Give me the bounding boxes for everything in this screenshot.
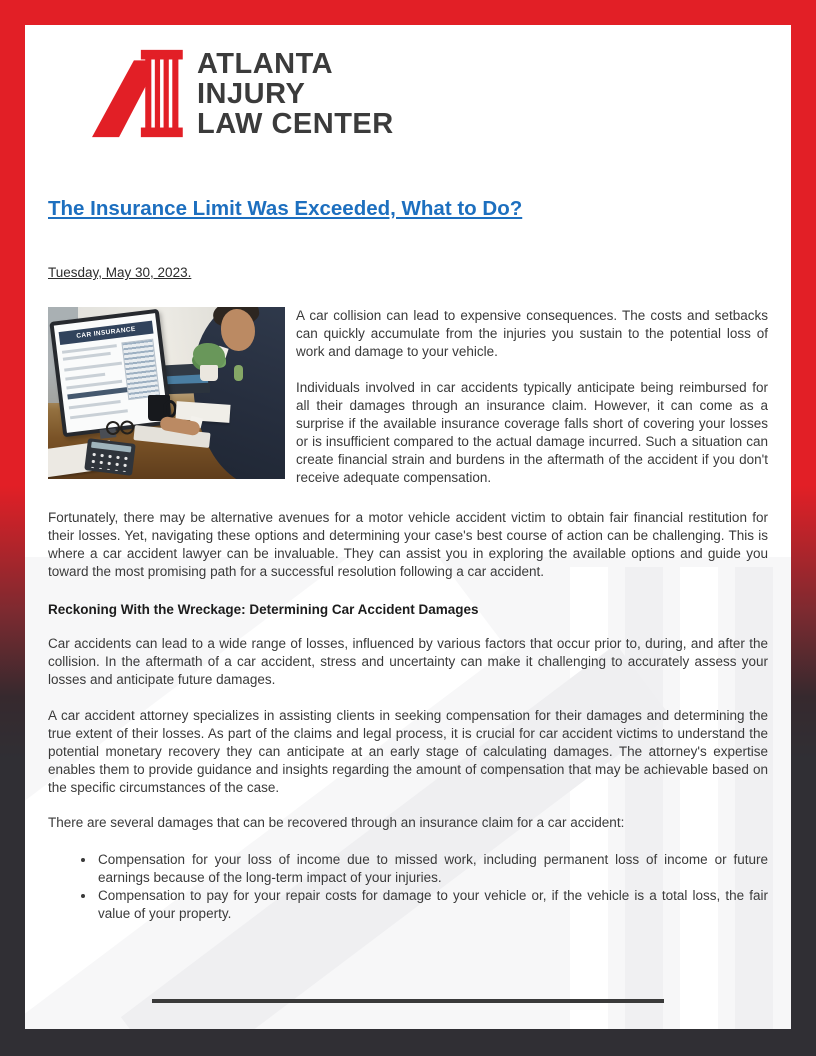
list-item: • Compensation for your loss of income due to missed work, including permanent loss of income or future earnings because of the long-term impact of your injuries. [96,851,768,887]
brand-logo-wordmark [197,49,394,139]
photo-screen-table [121,339,160,400]
paragraph-damages-intro: There are several damages that can be recovered through an insurance claim for a car accident: [48,815,625,830]
paragraph-intro-2: Individuals involved in car accidents typically anticipate being reimbursed for all their damages through an insurance claim. However, it can come as a surprise if the available insurance coverage falls short of covering your losses or is insufficient compared to the actual damage incurred. Such a situation can create financial strain and burdens in the aftermath of the accident if you don't receive adequate compensation. [296,380,768,485]
article-photo [48,307,285,479]
brand-line-1: ATLANTA [197,47,334,80]
photo-plant-pot [200,365,218,381]
article-content [25,25,791,1029]
photo-cactus [234,365,243,381]
photo-man-head [221,309,255,351]
brand-line-3: LAW CENTER [197,107,394,140]
photo-calculator [84,438,136,476]
brand-line-2: INJURY [197,77,306,110]
intro-section [48,307,768,487]
paragraph-fortunately: Fortunately, there may be alternative avenues for a motor vehicle accident victim to obtain fair financial restitution for their losses. Yet, navigating these options and determining your case's best course of action can be challenging. This is where a car accident lawyer can be invaluable. They can assist you in exploring the available options and guide you toward the most promising path for a successful resolution following a car accident. [48,510,768,579]
section-heading: Reckoning With the Wreckage: Determining Car Accident Damages [48,602,479,617]
footer-rule [152,999,664,1003]
article-date: Tuesday, May 30, 2023. [48,265,192,280]
paragraph-intro-1: A car collision can lead to expensive consequences. The costs and setbacks can quickly accumulate from the injuries you sustain to the potential loss of work and damage to your vehicle. [296,308,768,359]
intro-paragraphs [296,307,768,487]
list-item: • Compensation to pay for your repair costs for damage to your vehicle or, if the vehicle is a total loss, the fair value of your property. [96,887,768,923]
document-page [25,25,791,1029]
damages-list [48,851,768,923]
paragraph-attorney: A car accident attorney specializes in assisting clients in seeking compensation for their damages and determining the true extent of their losses. As part of the claims and legal process, it is crucial for car accident victims to understand the potential monetary recovery they can anticipate at an early stage of calculating damages. The attorney's expertise enables them to provide guidance and insights regarding the amount of compensation that may be achievable based on the specific circumstances of the case. [48,708,768,795]
paragraph-losses: Car accidents can lead to a wide range of losses, influenced by various factors that occur prior to, during, and after the collision. In the aftermath of a car accident, stress and uncertainty can make it challenging to accurately assess your losses and anticipate future damages. [48,636,768,687]
article-title-link[interactable]: The Insurance Limit Was Exceeded, What to Do? [48,197,523,220]
photo-screen-title: CAR INSURANCE [59,321,154,345]
brand-logo-icon [92,45,188,142]
brand-logo [92,45,768,142]
